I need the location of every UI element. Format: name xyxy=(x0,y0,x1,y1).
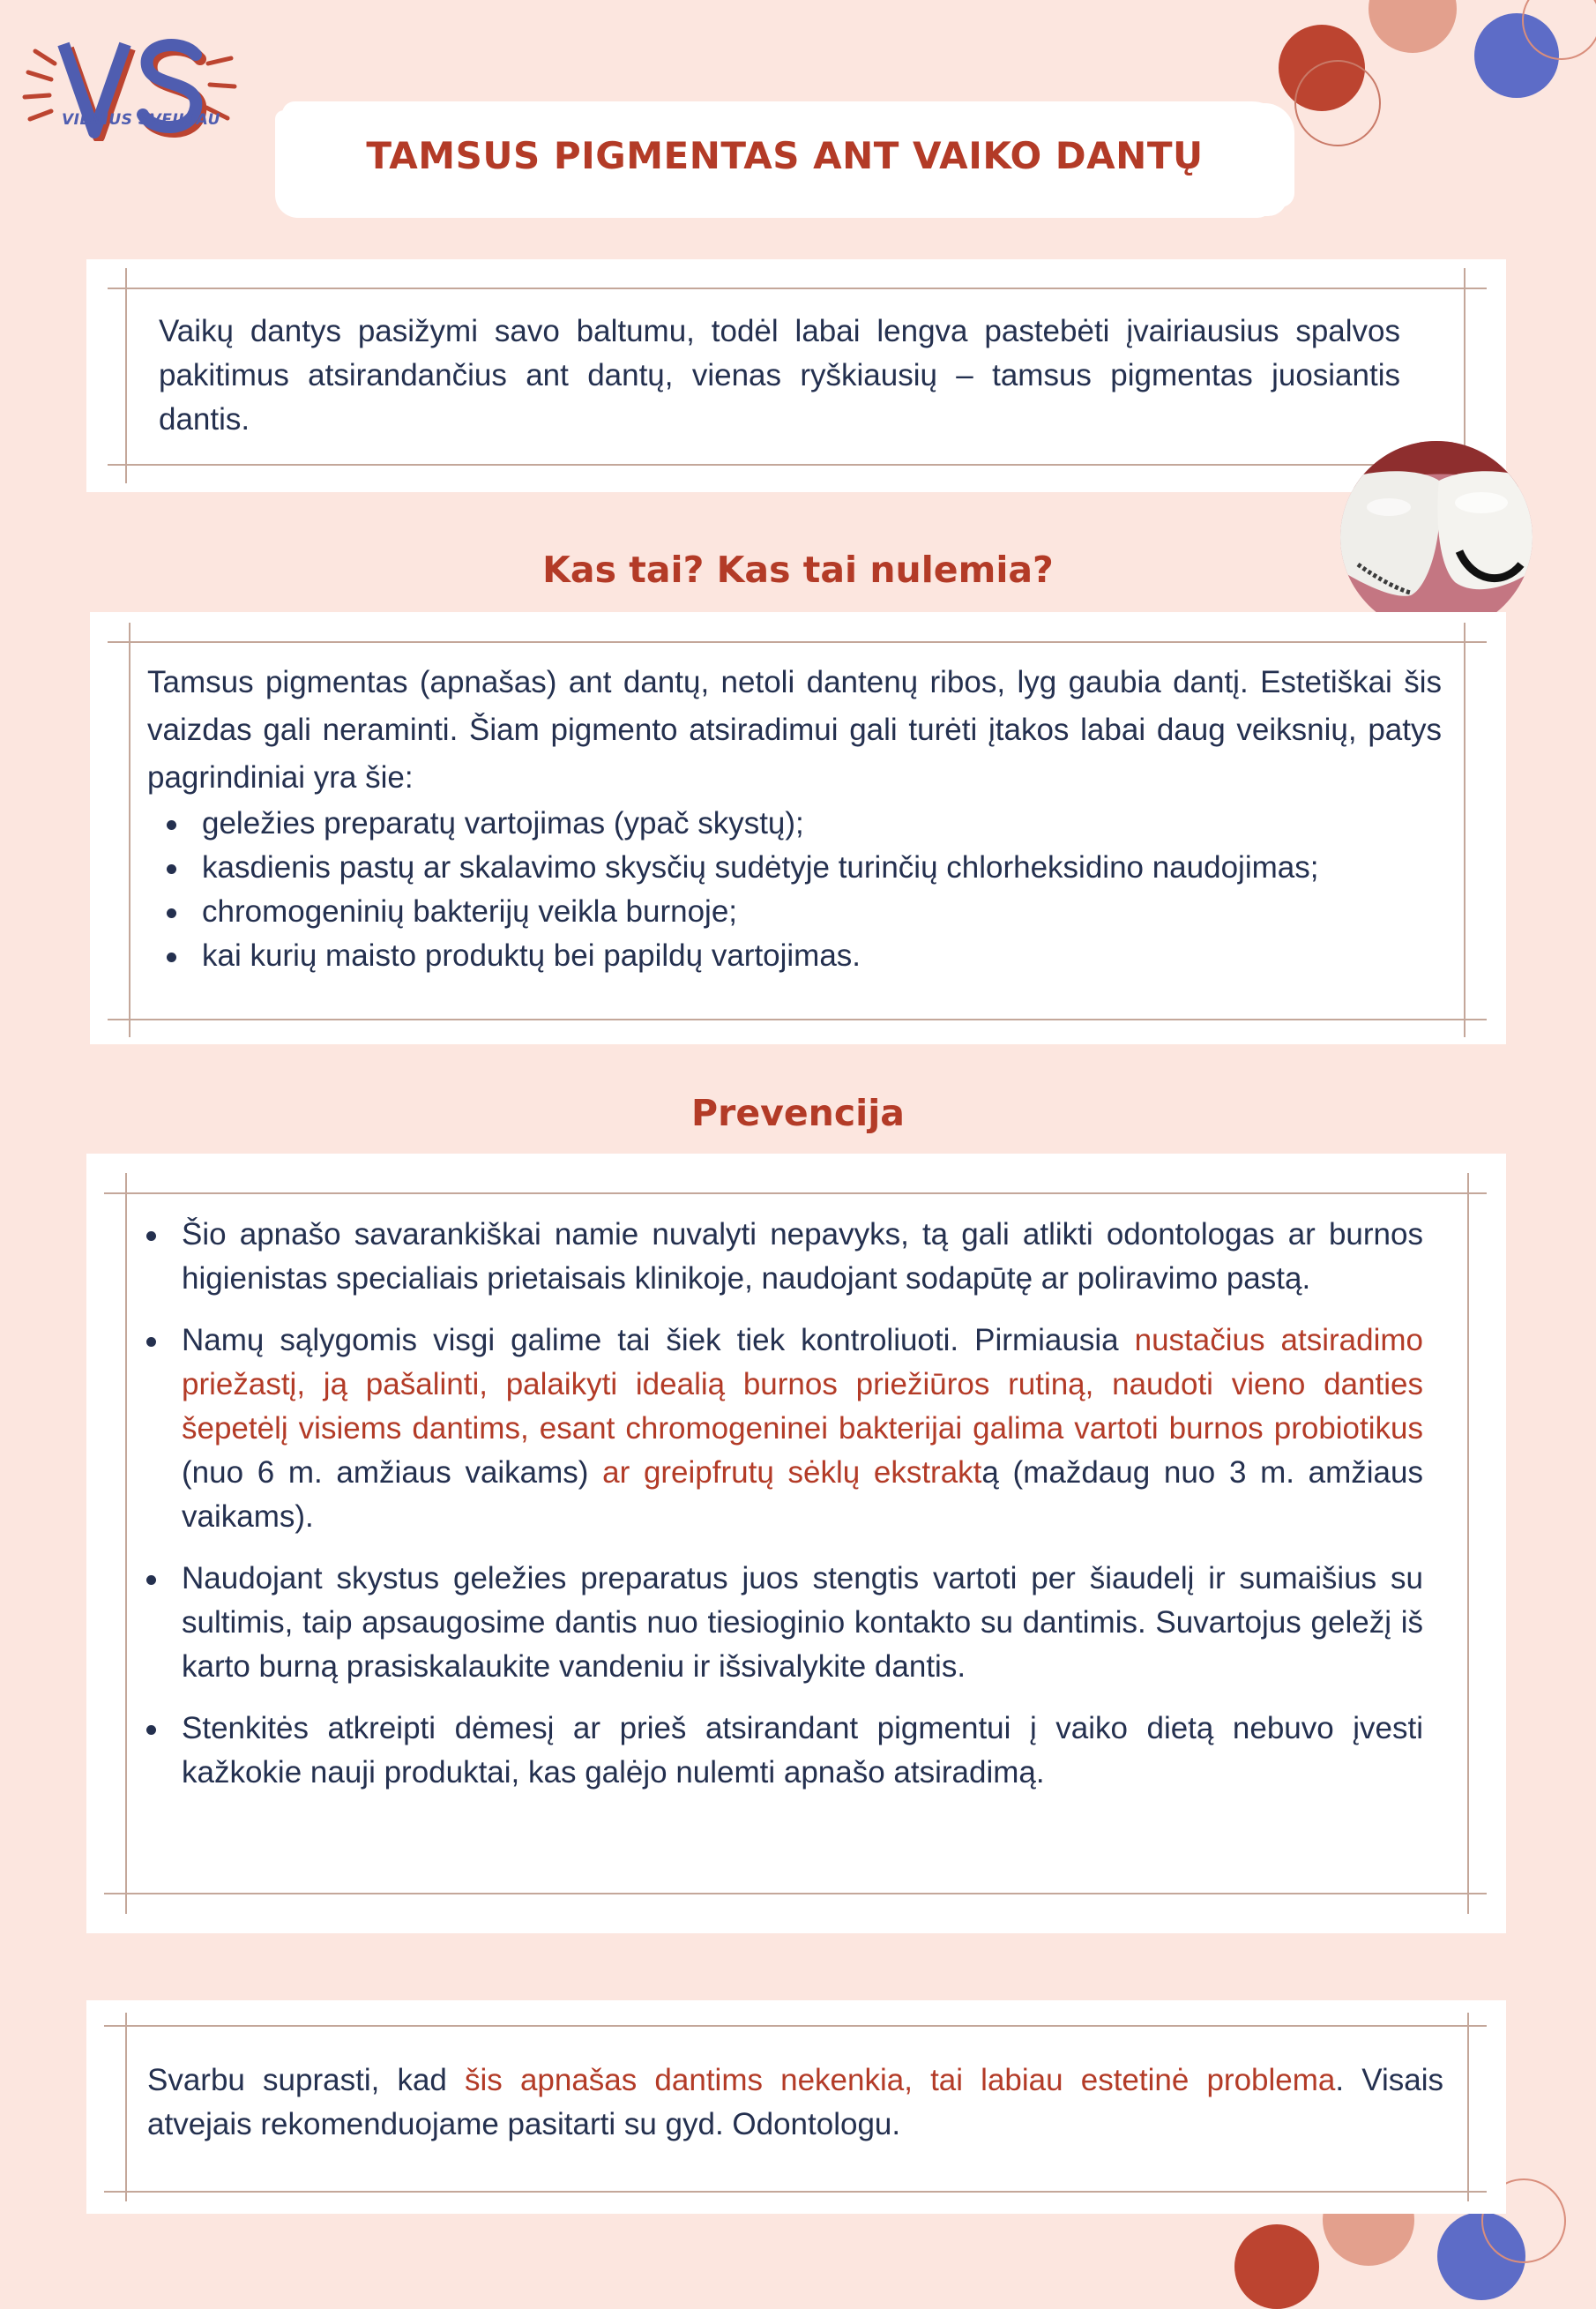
section-heading-causes: Kas tai? Kas tai nulemia? xyxy=(542,549,1054,591)
list-item: geležies preparatų vartojimas (ypač skystų); xyxy=(147,802,1442,846)
causes-paragraph: Tamsus pigmentas (apnašas) ant dantų, netoli dantenų ribos, lyg gaubia dantį. Estetiškai šis vaizdas gali neraminti. Šiam pigmento atsiradimui gali turėti įtakos labai daug veiksnių, patys pagrindiniai yra šie: xyxy=(147,665,1442,795)
frame-line xyxy=(129,623,131,1037)
list-item xyxy=(145,1319,1423,1539)
footer-text xyxy=(147,2059,1443,2147)
list-item: Šio apnašo savarankiškai namie nuvalyti nepavyks, tą gali atlikti odontologas ar burnos higienistas specialiais prietaisais klinikoje, naudojant sodapūtę ar poliravimo pastą. xyxy=(145,1213,1423,1301)
logo xyxy=(19,26,240,176)
list-item: Naudojant skystus geležies preparatus juos stengtis vartoti per šiaudelį ir sumaišius su sultimis, taip apsaugosime dantis nuo tiesioginio kontakto su dantimis. Suvartojus geležį iš karto burną prasiskalaukite vandeniu ir išsivalykite dantis. xyxy=(145,1557,1423,1689)
list-item: chromogeninių bakterijų veikla burnoje; xyxy=(147,890,1442,934)
frame-line xyxy=(125,268,127,483)
list-item: Stenkitės atkreipti dėmesį ar prieš atsirandant pigmentui į vaiko dietą nebuvo įvesti kažkokie nauji produktai, kas galėjo nulemti apnašo atsiradimą. xyxy=(145,1707,1423,1795)
frame-line xyxy=(125,2013,127,2201)
prevention-list xyxy=(145,1213,1423,1795)
frame-line xyxy=(1467,2013,1469,2201)
prevention-content xyxy=(145,1213,1423,1812)
frame-line xyxy=(125,1173,127,1914)
text-span: ą (maždaug nuo 3 m. amžiaus vaikams). xyxy=(182,1455,1423,1534)
text-span: Svarbu suprasti, kad xyxy=(147,2063,466,2097)
section-heading-prevention: Prevencija xyxy=(691,1092,905,1134)
page-title: TAMSUS PIGMENTAS ANT VAIKO DANTŲ xyxy=(366,133,1204,177)
tooth-photo xyxy=(1340,441,1533,633)
frame-line xyxy=(1467,1173,1469,1914)
frame-line xyxy=(1464,623,1465,1037)
text-span: . Visais atvejais rekomenduojame pasitarti su gyd. Odontologu. xyxy=(147,2063,1443,2141)
decor-circle-red xyxy=(1234,2224,1319,2309)
intro-text: Vaikų dantys pasižymi savo baltumu, todėl labai lengva pastebėti įvairiausius spalvos pakitimus atsirandančius ant dantų, vienas ryškiausių – tamsus pigmentas juosiantis dantis. xyxy=(159,314,1400,437)
text-span: (nuo 6 m. amžiaus vaikams) xyxy=(182,1455,603,1490)
decor-circle-salmon xyxy=(1369,0,1457,53)
text-span: Namų sąlygomis visgi galime tai šiek tiek kontroliuoti. Pirmiausia xyxy=(182,1323,1135,1357)
title-banner xyxy=(282,101,1287,216)
list-item: kasdienis pastų ar skalavimo skysčių sudėtyje turinčių chlorheksidino naudojimas; xyxy=(147,846,1442,890)
highlighted-text: ar greipfrutų sėklų ekstrakt xyxy=(602,1455,982,1490)
decor-ring xyxy=(1294,60,1381,146)
highlighted-text: nustačius atsiradimo priežastį, ją pašalinti, palaikyti idealią burnos priežiūros rutiną, naudoti vieno danties šepetėlį visiems dantims, esant chromogeninei bakterijai galima vartoti burnos probiotikus xyxy=(182,1323,1423,1446)
highlighted-text: šis apnašas dantims nekenkia, tai labiau estetinė problema xyxy=(465,2063,1336,2097)
logo-subtitle: VILNIUS SVEIKIAU xyxy=(62,111,220,129)
list-item: kai kurių maisto produktų bei papildų vartojimas. xyxy=(147,934,1442,978)
causes-list xyxy=(147,802,1442,978)
causes-content xyxy=(147,659,1442,978)
